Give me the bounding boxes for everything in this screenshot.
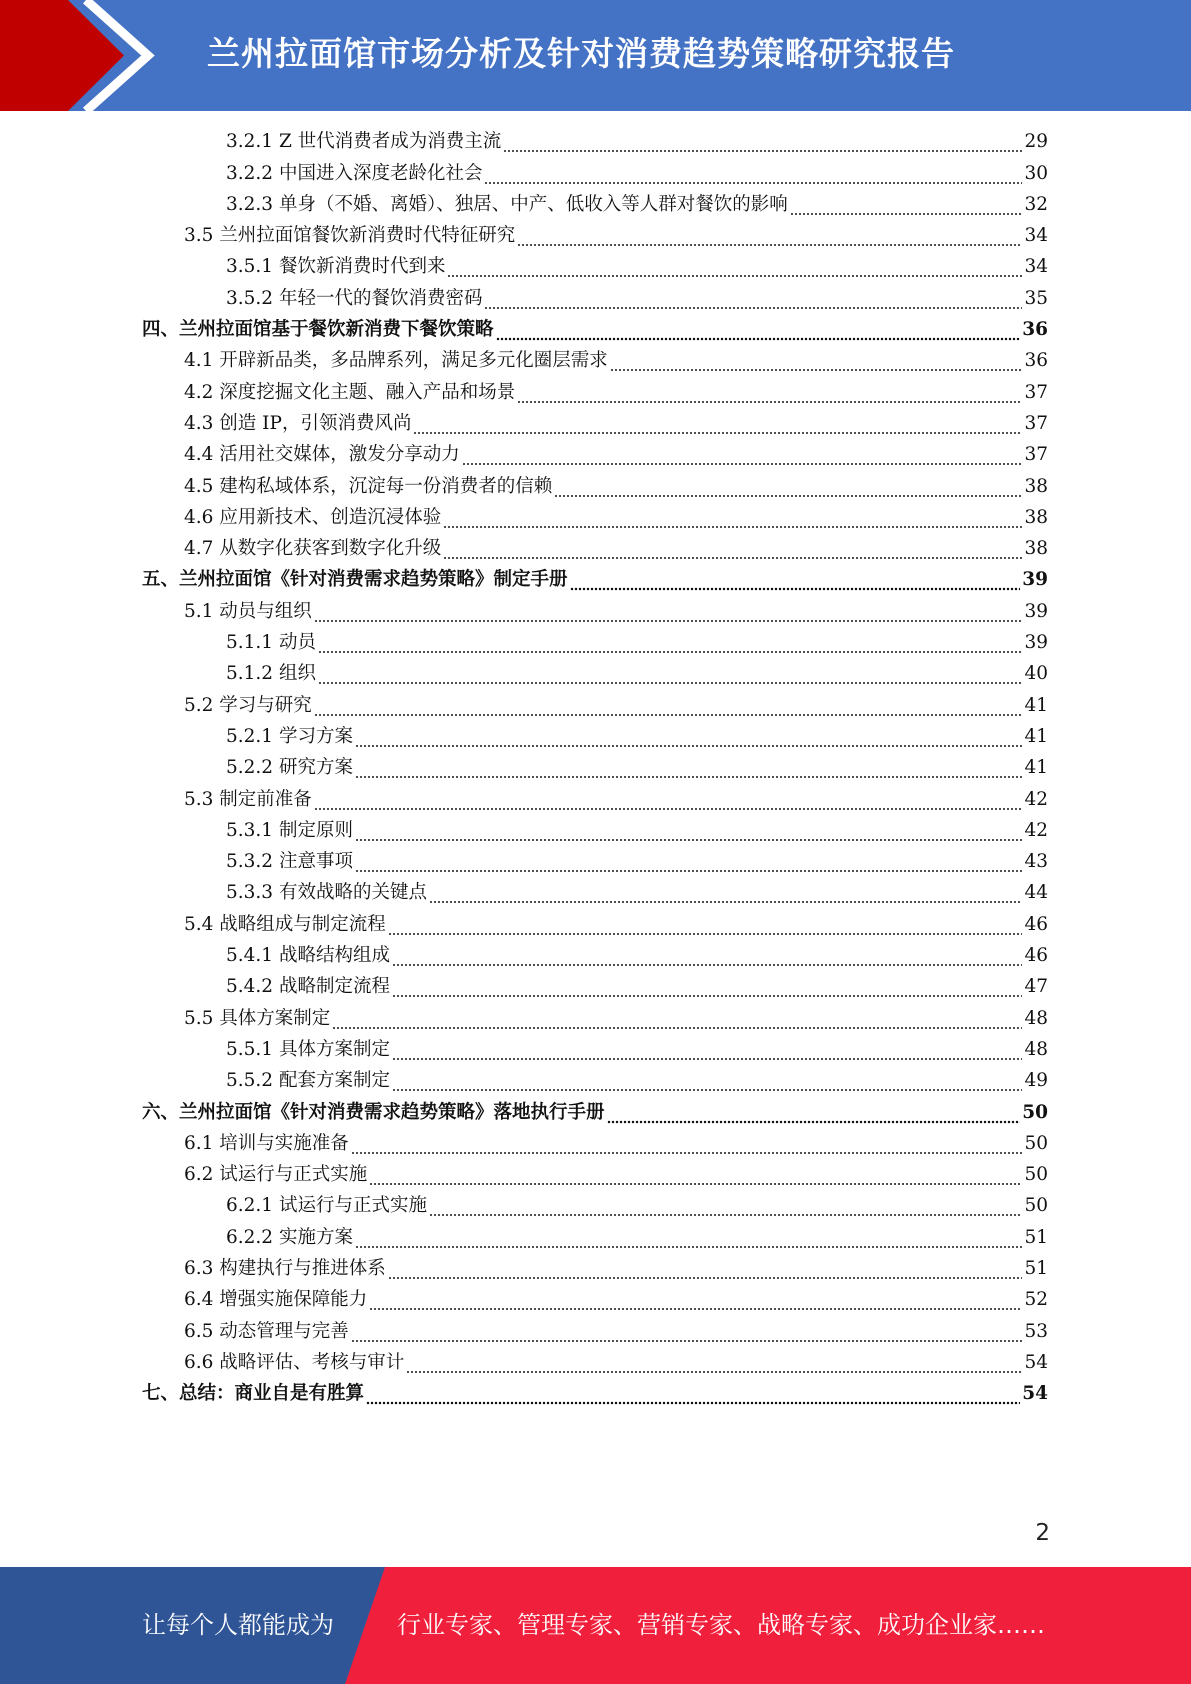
toc-entry-title: 七、总结：商业自是有胜算 [142,1383,365,1405]
toc-dot-leader [318,631,1023,655]
toc-entry-title: 4.6 应用新技术、创造沉浸体验 [184,506,442,528]
toc-dot-leader [610,349,1023,373]
toc-entry[interactable] [0,846,1048,877]
toc-entry-title: 5.5.1 具体方案制定 [226,1038,390,1060]
toc-entry-title: 5.4 战略组成与制定流程 [184,913,386,935]
toc-entry-title: 5.3.3 有效战略的关键点 [226,882,427,904]
toc-dot-leader [570,568,1021,592]
toc-entry-page: 51 [1024,1226,1048,1248]
toc-dot-leader [413,412,1022,436]
toc-entry-page: 41 [1024,694,1048,716]
footer-slogan-lead: 让每个人都能成为 [142,1611,334,1639]
toc-entry-title: 3.5.2 年轻一代的餐饮消费密码 [226,287,483,309]
toc-dot-leader [314,600,1023,624]
toc-dot-leader [517,381,1022,405]
toc-entry-page: 29 [1024,131,1048,153]
toc-entry[interactable] [0,940,1048,971]
toc-dot-leader [517,224,1022,248]
toc-entry-page: 39 [1024,600,1048,622]
toc-entry[interactable] [0,1002,1048,1033]
toc-entry[interactable] [0,908,1048,939]
toc-entry[interactable] [0,971,1048,1002]
toc-entry-page: 37 [1024,444,1048,466]
toc-dot-leader [496,318,1021,342]
toc-entry-page: 48 [1024,1007,1048,1029]
toc-dot-leader [388,1257,1023,1281]
toc-dot-leader [554,475,1022,499]
toc-entry[interactable] [0,783,1048,814]
toc-entry-page: 30 [1024,162,1048,184]
toc-entry-title: 6.1 培训与实施准备 [184,1132,349,1154]
toc-dot-leader [392,1038,1022,1062]
toc-entry-title: 3.5 兰州拉面馆餐饮新消费时代特征研究 [184,225,516,247]
toc-entry-title: 4.3 创造 IP，引领消费风尚 [184,412,412,434]
toc-dot-leader [462,443,1023,467]
toc-entry[interactable] [0,1221,1048,1252]
toc-entry-page: 39 [1024,632,1048,654]
toc-dot-leader [503,130,1022,154]
toc-dot-leader [392,944,1022,968]
toc-entry[interactable] [0,1190,1048,1221]
toc-entry-title: 3.2.3 单身（不婚、离婚）、独居、中产、低收入等人群对餐饮的影响 [226,193,788,215]
toc-entry[interactable] [0,1284,1048,1315]
toc-entry-title: 5.5 具体方案制定 [184,1007,331,1029]
toc-entry-page: 44 [1024,882,1048,904]
toc-dot-leader [406,1351,1022,1375]
toc-entry-title: 4.5 建构私域体系，沉淀每一份消费者的信赖 [184,475,553,497]
toc-entry-title: 5.4.2 战略制定流程 [226,976,390,998]
toc-entry-title: 6.2.2 实施方案 [226,1226,353,1248]
toc-entry[interactable] [0,282,1048,313]
toc-entry[interactable] [0,345,1048,376]
toc-dot-leader [351,1320,1023,1344]
toc-dot-leader [429,1194,1022,1218]
toc-entry-title: 5.1.1 动员 [226,632,316,654]
toc-dot-leader [447,255,1022,279]
toc-dot-leader [484,287,1022,311]
toc-entry-page: 46 [1024,945,1048,967]
toc-entry-page: 36 [1024,350,1048,372]
toc-dot-leader [314,788,1023,812]
toc-entry-page: 49 [1024,1070,1048,1092]
toc-entry-page: 38 [1024,506,1048,528]
toc-entry-title: 6.4 增强实施保障能力 [184,1289,368,1311]
toc-entry[interactable] [0,595,1048,626]
toc-entry[interactable] [0,533,1048,564]
toc-entry-page: 53 [1024,1320,1048,1342]
toc-entry-page: 42 [1024,788,1048,810]
toc-entry-title: 5.1.2 组织 [226,663,316,685]
toc-entry[interactable] [0,1096,1048,1127]
header-band [0,0,1191,111]
toc-entry-title: 四、兰州拉面馆基于餐饮新消费下餐饮策略 [142,319,494,341]
toc-entry-title: 4.2 深度挖掘文化主题、融入产品和场景 [184,381,516,403]
toc-dot-leader [355,725,1023,749]
toc-entry[interactable] [0,157,1048,188]
toc-dot-leader [314,694,1023,718]
toc-entry-title: 4.1 开辟新品类，多品牌系列，满足多元化圈层需求 [184,350,608,372]
toc-entry-page: 54 [1024,1351,1048,1373]
toc-dot-leader [392,975,1022,999]
toc-entry-title: 5.2 学习与研究 [184,694,312,716]
toc-dot-leader [366,1382,1020,1406]
toc-entry-page: 50 [1024,1132,1048,1154]
toc-entry[interactable] [0,1128,1048,1159]
toc-entry-title: 5.2.1 学习方案 [226,725,353,747]
toc-entry[interactable] [0,470,1048,501]
toc-entry[interactable] [0,877,1048,908]
toc-dot-leader [484,162,1022,186]
toc-entry[interactable] [0,1378,1048,1409]
footer-band [0,1567,1191,1684]
toc-entry-title: 3.2.1 Z 世代消费者成为消费主流 [226,131,502,153]
toc-dot-leader [355,819,1023,843]
toc-entry[interactable] [0,1347,1048,1378]
toc-entry-title: 6.2.1 试运行与正式实施 [226,1195,427,1217]
toc-entry-title: 6.2 试运行与正式实施 [184,1164,368,1186]
toc-entry-title: 5.3.1 制定原则 [226,819,353,841]
toc-entry-title: 六、兰州拉面馆《针对消费需求趋势策略》落地执行手册 [142,1101,605,1123]
toc-entry[interactable] [0,1315,1048,1346]
table-of-contents [0,126,1191,1409]
toc-entry[interactable] [0,658,1048,689]
toc-entry-page: 41 [1024,725,1048,747]
toc-dot-leader [332,1007,1022,1031]
toc-entry-title: 5.2.2 研究方案 [226,757,353,779]
toc-entry[interactable] [0,220,1048,251]
toc-entry-page: 52 [1024,1289,1048,1311]
toc-entry[interactable] [0,502,1048,533]
toc-entry-page: 51 [1024,1257,1048,1279]
toc-entry-title: 4.7 从数字化获客到数字化升级 [184,538,442,560]
toc-entry[interactable] [0,752,1048,783]
toc-entry-page: 46 [1024,913,1048,935]
toc-dot-leader [790,193,1023,217]
toc-entry-title: 5.5.2 配套方案制定 [226,1070,390,1092]
toc-dot-leader [351,1132,1023,1156]
toc-entry[interactable] [0,1034,1048,1065]
toc-dot-leader [369,1163,1022,1187]
toc-entry-page: 38 [1024,538,1048,560]
toc-dot-leader [388,913,1023,937]
toc-entry[interactable] [0,439,1048,470]
toc-entry-page: 38 [1024,475,1048,497]
toc-entry[interactable] [0,376,1048,407]
toc-entry-page: 34 [1024,225,1048,247]
toc-entry[interactable] [0,564,1048,595]
toc-entry[interactable] [0,1159,1048,1190]
toc-entry-title: 5.3.2 注意事项 [226,851,353,873]
footer-slogan-roles: 行业专家、管理专家、营销专家、战略专家、成功企业家…… [397,1611,1045,1639]
toc-entry[interactable] [0,721,1048,752]
toc-entry-title: 3.2.2 中国进入深度老龄化社会 [226,162,483,184]
toc-entry-title: 5.1 动员与组织 [184,600,312,622]
toc-entry-page: 39 [1022,569,1048,591]
toc-entry[interactable] [0,314,1048,345]
toc-entry[interactable] [0,1065,1048,1096]
toc-dot-leader [355,1226,1023,1250]
toc-entry-page: 50 [1024,1195,1048,1217]
toc-entry-title: 6.6 战略评估、考核与审计 [184,1351,405,1373]
toc-entry-page: 34 [1024,256,1048,278]
toc-entry[interactable] [0,126,1048,157]
toc-entry[interactable] [0,627,1048,658]
toc-entry-page: 47 [1024,976,1048,998]
toc-entry-title: 3.5.1 餐饮新消费时代到来 [226,256,446,278]
toc-entry-page: 50 [1024,1164,1048,1186]
toc-dot-leader [369,1288,1022,1312]
toc-entry[interactable] [0,408,1048,439]
toc-entry[interactable] [0,689,1048,720]
toc-entry-page: 42 [1024,819,1048,841]
toc-entry-page: 36 [1022,319,1048,341]
header-arrow-decoration [0,0,160,111]
toc-entry-title: 五、兰州拉面馆《针对消费需求趋势策略》制定手册 [142,569,568,591]
toc-entry-page: 37 [1024,381,1048,403]
toc-entry[interactable] [0,189,1048,220]
page-number: 2 [1035,1520,1050,1546]
toc-entry-title: 6.3 构建执行与推进体系 [184,1257,386,1279]
document-title: 兰州拉面馆市场分析及针对消费趋势策略研究报告 [207,34,955,73]
toc-entry-page: 40 [1024,663,1048,685]
toc-dot-leader [355,850,1023,874]
toc-entry-title: 5.4.1 战略结构组成 [226,945,390,967]
toc-entry-page: 35 [1024,287,1048,309]
toc-entry-page: 43 [1024,851,1048,873]
toc-dot-leader [355,756,1023,780]
toc-entry-page: 37 [1024,412,1048,434]
toc-entry-page: 41 [1024,757,1048,779]
toc-dot-leader [607,1101,1021,1125]
toc-dot-leader [443,506,1022,530]
toc-entry-page: 48 [1024,1038,1048,1060]
toc-entry[interactable] [0,1253,1048,1284]
toc-entry[interactable] [0,251,1048,282]
toc-dot-leader [429,881,1022,905]
toc-entry[interactable] [0,815,1048,846]
toc-dot-leader [318,662,1023,686]
toc-dot-leader [392,1069,1022,1093]
toc-entry-title: 6.5 动态管理与完善 [184,1320,349,1342]
toc-entry-title: 4.4 活用社交媒体，激发分享动力 [184,444,460,466]
toc-entry-page: 32 [1024,193,1048,215]
toc-dot-leader [443,537,1022,561]
toc-entry-page: 54 [1022,1383,1048,1405]
toc-entry-title: 5.3 制定前准备 [184,788,312,810]
toc-entry-page: 50 [1022,1101,1048,1123]
